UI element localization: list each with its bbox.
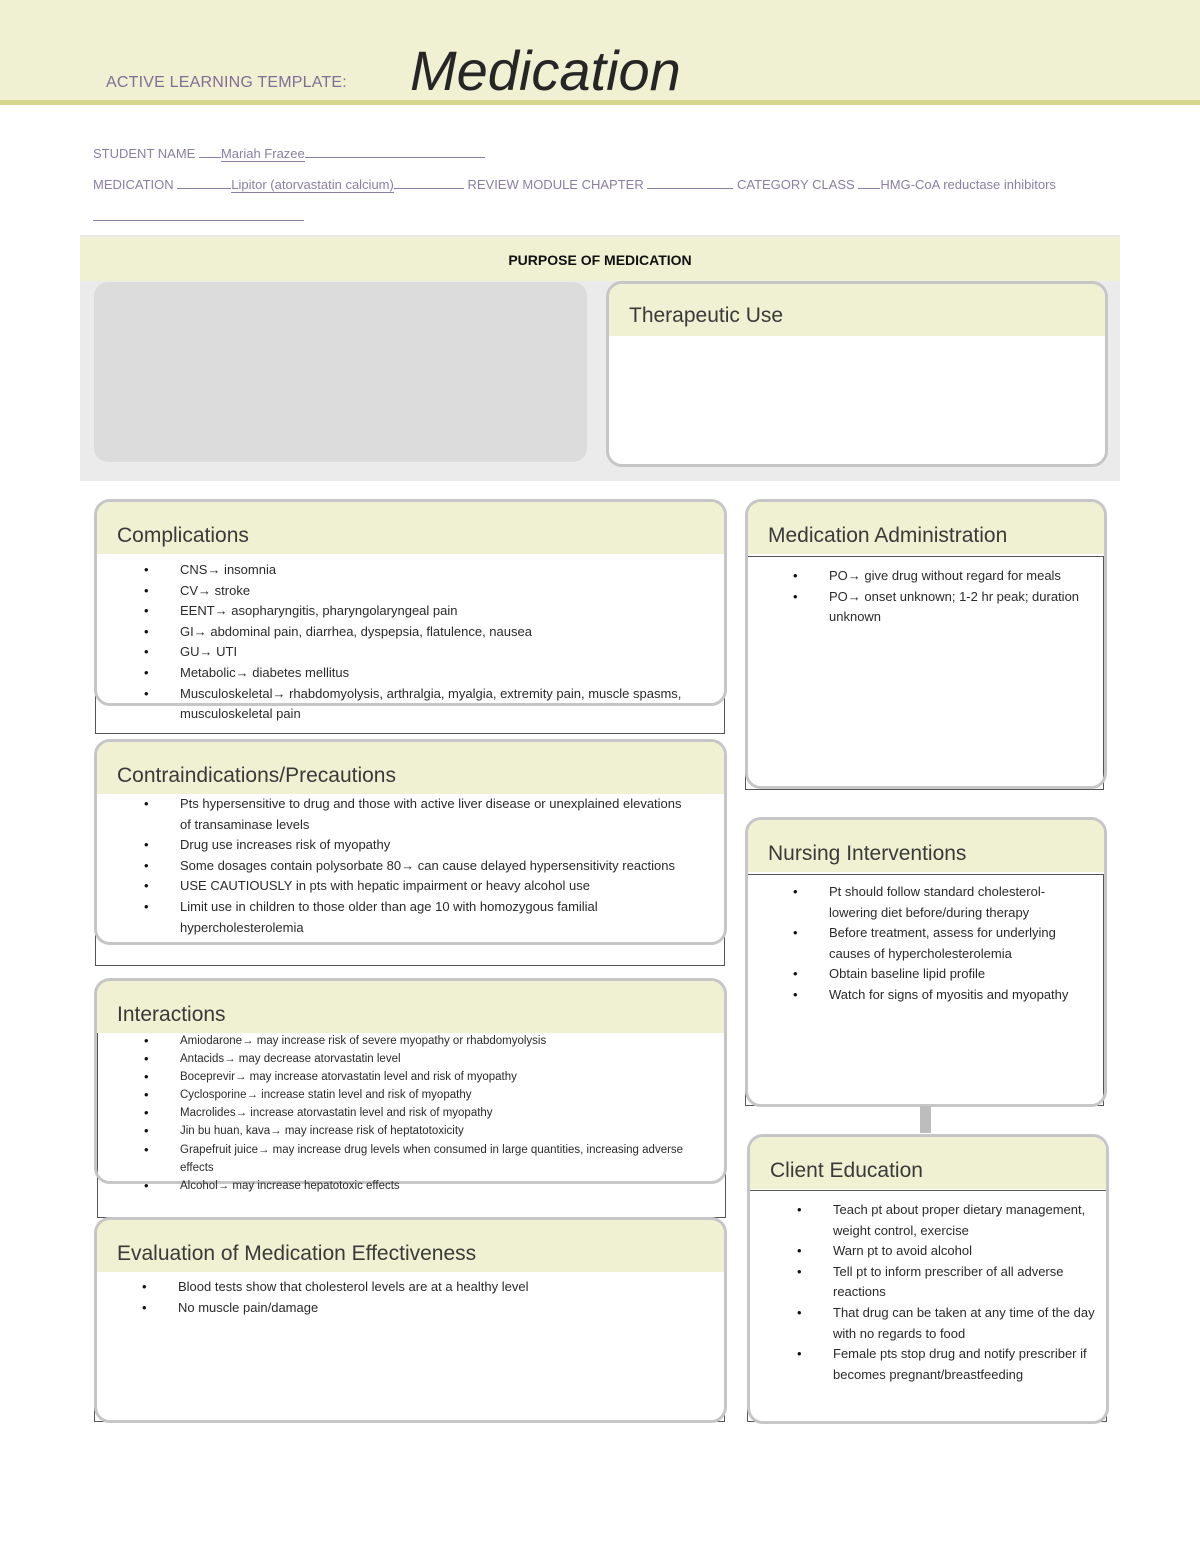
interactions-list-wrap [144,1032,694,1195]
evaluation-title: Evaluation of Medication Effectiveness [117,1242,477,1265]
list-item: • That drug can be taken at any time of the day with no regards to food [797,1303,1097,1344]
interactions-list [144,1032,694,1195]
template-label: ACTIVE LEARNING TEMPLATE: [106,74,347,91]
category-class-field[interactable]: HMG-CoA reductase inhibitors [880,177,1056,192]
list-item: • Blood tests show that cholesterol levels are at a healthy level [142,1277,702,1298]
medication-label: MEDICATION [93,177,174,192]
med-admin-card [745,499,1107,789]
list-item: • Alcohol→ may increase hepatotoxic effects [144,1177,694,1195]
complications-title: Complications [117,524,249,547]
client-education-title: Client Education [770,1159,923,1182]
interactions-header [97,981,724,1033]
client-education-header [750,1137,1106,1189]
evaluation-card [94,1217,727,1423]
list-item: • GI→ abdominal pain, diarrhea, dyspepsia, flatulence, nausea [144,622,704,643]
contraindications-list-wrap [144,794,684,938]
student-name-label: STUDENT NAME [93,146,196,161]
list-item: • USE CAUTIOUSLY in pts with hepatic impairment or heavy alcohol use [144,876,684,897]
nursing-list [793,882,1093,1006]
med-admin-header [748,502,1104,554]
complications-header [97,502,724,554]
med-admin-title: Medication Administration [768,524,1008,547]
list-item: • Pts hypersensitive to drug and those with active liver disease or unexplained elevations of transaminase levels [144,794,684,835]
client-education-list-wrap [797,1200,1097,1385]
list-item: • Limit use in children to those older than age 10 with homozygous familial hypercholesterolemia [144,897,684,938]
list-item: • Metabolic→ diabetes mellitus [144,663,704,684]
list-item: • Teach pt about proper dietary management, weight control, exercise [797,1200,1097,1241]
list-item: • CNS→ insomnia [144,560,704,581]
contraindications-title: Contraindications/Precautions [117,764,396,787]
list-item: • Drug use increases risk of myopathy [144,835,684,856]
nursing-list-wrap [793,882,1093,1006]
list-item: • Female pts stop drug and notify prescriber if becomes pregnant/breastfeeding [797,1344,1097,1385]
review-module-label: REVIEW MODULE CHAPTER [467,177,644,192]
list-item: • Pt should follow standard cholesterol-lowering diet before/during therapy [793,882,1093,923]
list-item: • Before treatment, assess for underlying causes of hypercholesterolemia [793,923,1093,964]
list-item: • Cyclosporine→ increase statin level and risk of myopathy [144,1086,694,1104]
student-name-field[interactable]: Mariah Frazee [220,146,305,161]
student-name-row [93,145,485,161]
list-item: • PO→ onset unknown; 1-2 hr peak; duration unknown [793,587,1093,628]
list-item: • Macrolides→ increase atorvastatin level and risk of myopathy [144,1104,694,1122]
therapeutic-use-title: Therapeutic Use [629,304,784,327]
contraindications-list [144,794,684,938]
list-item: • Jin bu huan, kava→ may increase risk of heptatotoxicity [144,1122,694,1140]
list-item: • Obtain baseline lipid profile [793,964,1093,985]
category-class-label: CATEGORY CLASS [736,177,855,192]
list-item: • Musculoskeletal→ rhabdomyolysis, arthralgia, myalgia, extremity pain, muscle spasms, musculoskeletal pain [144,684,704,725]
nursing-header [748,820,1104,872]
list-item: • Antacids→ may decrease atorvastatin level [144,1050,694,1068]
complications-list-wrap [144,560,704,725]
evaluation-header [97,1220,724,1272]
list-item: • Some dosages contain polysorbate 80→ can cause delayed hypersensitivity reactions [144,856,684,877]
client-education-list [797,1200,1097,1385]
medication-row [93,176,1056,192]
purpose-blank-area[interactable] [94,282,587,462]
list-item: • Warn pt to avoid alcohol [797,1241,1097,1262]
list-item: • CV→ stroke [144,581,704,602]
purpose-title: PURPOSE OF MEDICATION [508,252,692,268]
contraindications-header [97,742,724,794]
review-module-field[interactable] [647,176,733,189]
list-item: • Boceprevir→ may increase atorvastatin level and risk of myopathy [144,1068,694,1086]
list-item: • No muscle pain/damage [142,1298,702,1319]
nursing-title: Nursing Interventions [768,842,967,865]
list-item: • GU→ UTI [144,642,704,663]
list-item: • Amiodarone→ may increase risk of severe myopathy or rhabdomyolysis [144,1032,694,1050]
medication-field[interactable]: Lipitor (atorvastatin calcium) [231,177,394,192]
list-item: • EENT→ asopharyngitis, pharyngolaryngeal pain [144,601,704,622]
list-item: • Watch for signs of myositis and myopathy [793,985,1093,1006]
therapeutic-use-card [606,281,1108,467]
evaluation-list [142,1277,702,1318]
complications-list [144,560,704,725]
page-title: Medication [410,39,681,102]
therapeutic-use-header [609,284,1105,336]
interactions-title: Interactions [117,1003,226,1026]
list-item: • PO→ give drug without regard for meals [793,566,1093,587]
card-connector [920,1106,931,1133]
med-admin-list-wrap [793,566,1093,628]
med-admin-list [793,566,1093,628]
list-item: • Tell pt to inform prescriber of all adverse reactions [797,1262,1097,1303]
list-item: • Grapefruit juice→ may increase drug levels when consumed in large quantities, increasing adverse effects [144,1141,694,1177]
evaluation-list-wrap [142,1277,702,1318]
category-class-underline [93,220,304,221]
